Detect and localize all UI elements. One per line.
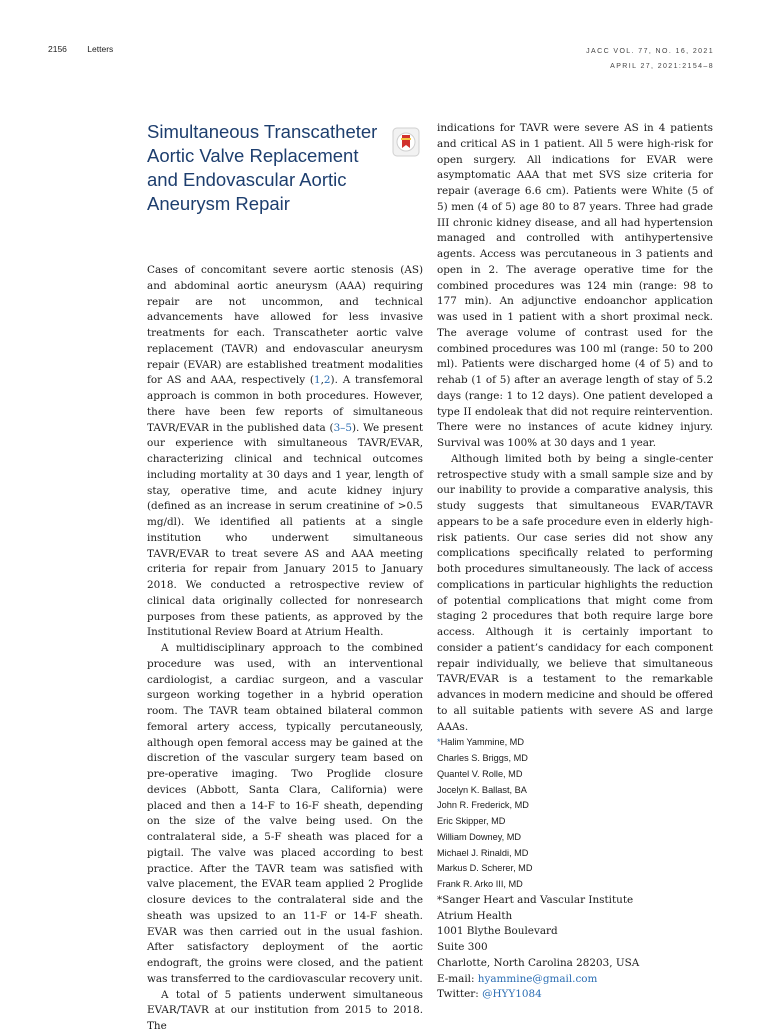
results-paragraph-continued: indications for TAVR were severe AS in 4 patients and critical AS in 1 patient. All 5 were high-risk for open surgery. All indications for EVAR were asymptomatic AAA that met SVS size criteria for repair (average 6.6 cm). Patients were White (5 of 5) men (4 of 5) age 80 to 87 years. Three had grade III chronic kidney disease, and all had hypertension managed and controlled with antihypertensive agents. Access was percutaneous in 3 patients and open in 2. The average operative time for the combined procedures was 124 min (range: 98 to 177 min). An adjunctive endoanchor application was used in 1 patient with a short proximal neck. The average volume of contrast used for the combined procedures was 100 ml (range: 50 to 200 ml). Patients were discharged home (4 of 5) and to rehab (1 of 5) after an average length of stay of 5.2 days (range: 1 to 12 days). One patient developed a type II endoleak that did not require reintervention. There were no instances of acute kidney injury. Survival was 100% at 30 days and 1 year. xyxy=(437,122,713,449)
address-line: Suite 300 xyxy=(437,941,488,953)
author-list xyxy=(437,735,713,893)
section-label: Letters xyxy=(87,44,114,54)
address-line: *Sanger Heart and Vascular Institute xyxy=(437,893,634,906)
issue-date: APRIL 27, 2021:2154–8 xyxy=(610,63,714,70)
citation-link[interactable]: 2 xyxy=(323,374,331,387)
author-name: Quantel V. Rolle, MD xyxy=(437,768,523,779)
text-run: ). We present our experience with simultaneous TAVR/EVAR, characterizing clinical and technical outcomes including mortality at 30 days and 1 year, length of stay, operative time, and acute kidney injury (defined as an increase in serum creatinine of >0.5 mg/dl). We identified all patients at a single institution who underwent simultaneous TAVR/EVAR to treat severe AS and AAA meeting criteria for repair from January 2015 to January 2018. We conducted a retrospective review of clinical data originally collected for nonresearch purposes from these patients, as approved by the Institutional Review Board at Atrium Health. xyxy=(147,421,423,639)
right-column xyxy=(437,121,713,1003)
article-title: Simultaneous Transcatheter Aortic Valve Replacement and Endovascular Aortic Aneurysm Repair xyxy=(147,121,378,214)
intro-paragraph xyxy=(147,263,423,641)
bookmark-icon[interactable] xyxy=(392,127,420,157)
text-run: ). A transfemoral approach is common in both procedures. However, there have been few reports of simultaneous TAVR/EVAR in the published data ( xyxy=(147,374,423,434)
journal-info: JACC VOL. 77, NO. 16, 2021 xyxy=(586,48,714,55)
author-name: *Halim Yammine, MD xyxy=(437,737,524,748)
author-name: Michael J. Rinaldi, MD xyxy=(437,847,529,858)
correspondence-address xyxy=(437,893,713,1003)
author-name: William Downey, MD xyxy=(437,831,522,842)
address-line: Atrium Health xyxy=(437,909,513,922)
author-name: Frank R. Arko III, MD xyxy=(437,879,523,889)
address-line: 1001 Blythe Boulevard xyxy=(437,925,558,938)
text-run: , xyxy=(320,374,324,387)
text-run: Cases of concomitant severe aortic stenosis (AS) and abdominal aortic aneurysm (AAA) requiring repair are not uncommon, and technical advancements have allowed for less invasive treatments for each. Transcatheter aortic valve replacement (TAVR) and endovascular aneurysm repair (EVAR) are established treatment modalities for AS and AAA, respectively ( xyxy=(147,264,423,387)
results-paragraph-start: A total of 5 patients underwent simultaneous EVAR/TAVR at our institution from 2015 to 2018. The xyxy=(147,988,423,1032)
author-name: John R. Frederick, MD xyxy=(437,800,529,811)
left-column xyxy=(147,263,423,1035)
discussion-paragraph: Although limited both by being a single-center retrospective study with a small sample size and by our inability to provide a comparative analysis, this study suggests that simultaneous EVAR/TAVR appears to be a safe procedure even in elderly high-risk patients. Our case series did not show any complications specifically related to performing both procedures simultaneously. The lack of access complications in particular highlights the reduction of potential complications that might come from staging 2 procedures that both require large bore access. Although it is certainly important to consider a patient’s candidacy for each component repair individually, we believe that simultaneous TAVR/EVAR is a testament to the remarkable advances in modern medicine and should be offered to all suitable patients with severe AS and large AAAs. xyxy=(437,452,713,733)
twitter-link[interactable]: @HYY1084 xyxy=(482,988,542,1001)
running-header-left xyxy=(48,44,113,54)
address-line: Charlotte, North Carolina 28203, USA xyxy=(437,956,640,969)
author-name: Markus D. Scherer, MD xyxy=(437,863,533,874)
citation-link[interactable]: 1 xyxy=(313,374,321,387)
author-name: Jocelyn K. Ballast, BA xyxy=(437,784,527,795)
author-name: Eric Skipper, MD xyxy=(437,816,506,826)
author-name: Charles S. Briggs, MD xyxy=(437,753,528,763)
page-number: 2156 xyxy=(48,44,67,54)
email-link[interactable]: hyammine@gmail.com xyxy=(477,972,598,985)
running-header-right xyxy=(586,44,714,74)
email-line: E-mail: hyammine@gmail.com xyxy=(437,972,598,985)
twitter-line: Twitter: @HYY1084 xyxy=(437,988,542,1001)
methods-paragraph: A multidisciplinary approach to the combined procedure was used, with an interventional cardiologist, a cardiac surgeon, and a vascular surgeon working together in a hybrid operation room. The TAVR team obtained bilateral common femoral artery access, typically percutaneously, although open femoral access may be gained at the discretion of the vascular surgery team based on pre-operative imaging. Two Proglide closure devices (Abbott, Santa Clara, California) were placed and then a 14-F to 16-F sheath, depending on the size of the valve being used. On the contralateral side, a 5-F sheath was placed for a pigtail. The valve was placed according to best practice. After the TAVR team was satisfied with valve placement, the EVAR team applied 2 Proglide closure devices to the contralateral side and the sheath was upsized to an 11-F or 14-F sheath. EVAR was then carried out in the usual fashion. After satisfactory deployment of the aortic endograft, the groins were closed, and the patient was transferred to the cardiovascular recovery unit. xyxy=(147,642,423,985)
citation-link[interactable]: 3–5 xyxy=(333,421,352,434)
affiliation-marker: * xyxy=(437,737,441,748)
